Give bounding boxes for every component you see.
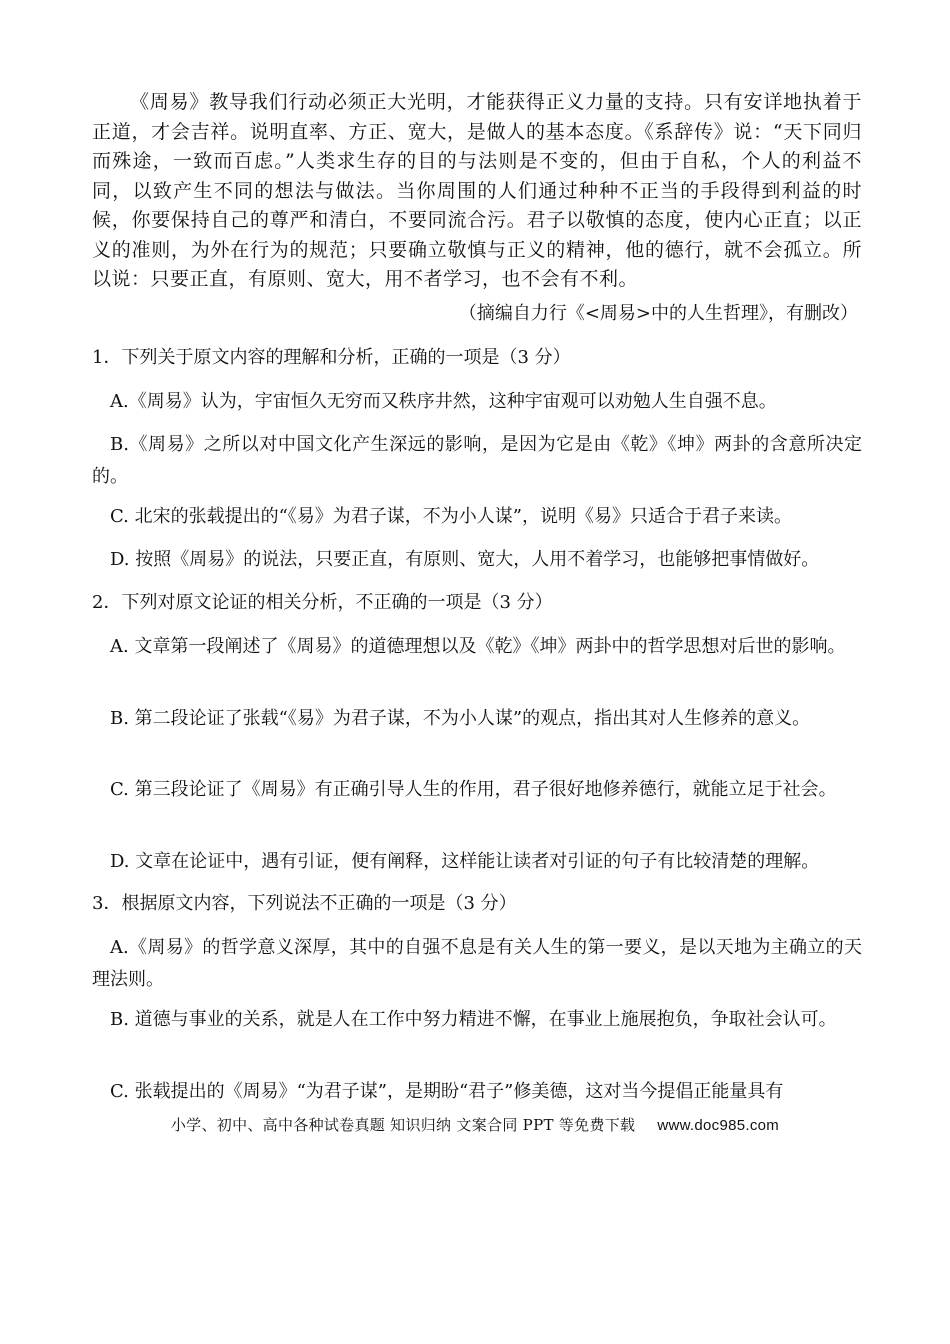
question-1-option-b: B.《周易》之所以对中国文化产生深远的影响，是因为它是由《乾》《坤》两卦的含意所决定的。 (92, 434, 862, 487)
question-1-option-d: D. 按照《周易》的说法，只要正直，有原则、宽大，人用不着学习，也能够把事情做好。 (110, 549, 820, 570)
question-2-option-b: B. 第二段论证了张载“《易》为君子谋，不为小人谋”的观点，指出其对人生修养的意义。 (110, 708, 811, 729)
question-3-option-a: A.《周易》的哲学意义深厚，其中的自强不息是有关人生的第一要义，是以天地为主确立的天理法则。 (92, 937, 862, 990)
question-1-stem: 1．下列关于原文内容的理解和分析，正确的一项是（3 分） (92, 347, 571, 368)
question-2-option-c: C. 第三段论证了《周易》有正确引导人生的作用，君子很好地修养德行，就能立足于社会。 (110, 779, 837, 800)
page-footer (0, 1114, 950, 1137)
question-2-option-a: A. 文章第一段阐述了《周易》的道德理想以及《乾》《坤》两卦中的哲学思想对后世的影响。 (110, 636, 846, 657)
passage-paragraph: 《周易》教导我们行动必须正大光明，才能获得正义力量的支持。只有安详地执着于正道，才会吉祥。说明直率、方正、宽大，是做人的基本态度。《系辞传》说：“天下同归而殊途，一致而百虑。”人类求生存的目的与法则是不变的，但由于自私，个人的利益不同，以致产生不同的想法与做法。当你周围的人们通过种种不正当的手段得到利益的时候，你要保持自己的尊严和清白，不要同流合污。君子以敬慎的态度，使内心正直；以正义的准则，为外在行为的规范；只要确立敬慎与正义的精神，他的德行，就不会孤立。所以说：只要正直，有原则、宽大，用不者学习，也不会有不利。 (92, 91, 862, 290)
question-1-option-a: A.《周易》认为，宇宙恒久无穷而又秩序井然，这种宇宙观可以劝勉人生自强不息。 (110, 391, 777, 412)
footer-text: 小学、初中、高中各种试卷真题 知识归纳 文案合同 PPT 等免费下载 (170, 1116, 636, 1134)
source-citation: （摘编自力行《<周易>中的人生哲理》，有删改） (458, 303, 858, 324)
question-3-option-b: B. 道德与事业的关系，就是人在工作中努力精进不懈，在事业上施展抱负，争取社会认可。 (110, 1009, 837, 1030)
question-2-stem: 2．下列对原文论证的相关分析，不正确的一项是（3 分） (92, 592, 553, 613)
question-2-option-d: D. 文章在论证中，遇有引证，便有阐释，这样能让读者对引证的句子有比较清楚的理解。 (110, 851, 820, 872)
footer-url-link[interactable]: www.doc985.com (657, 1117, 780, 1134)
question-3-option-c: C. 张载提出的《周易》“为君子谋”，是期盼“君子”修美德，这对当今提倡正能量具有 (110, 1081, 784, 1102)
question-1-option-c: C. 北宋的张载提出的“《易》为君子谋，不为小人谋”，说明《易》只适合于君子来读。 (110, 506, 792, 527)
question-3-stem: 3．根据原文内容，下列说法不正确的一项是（3 分） (92, 893, 517, 914)
